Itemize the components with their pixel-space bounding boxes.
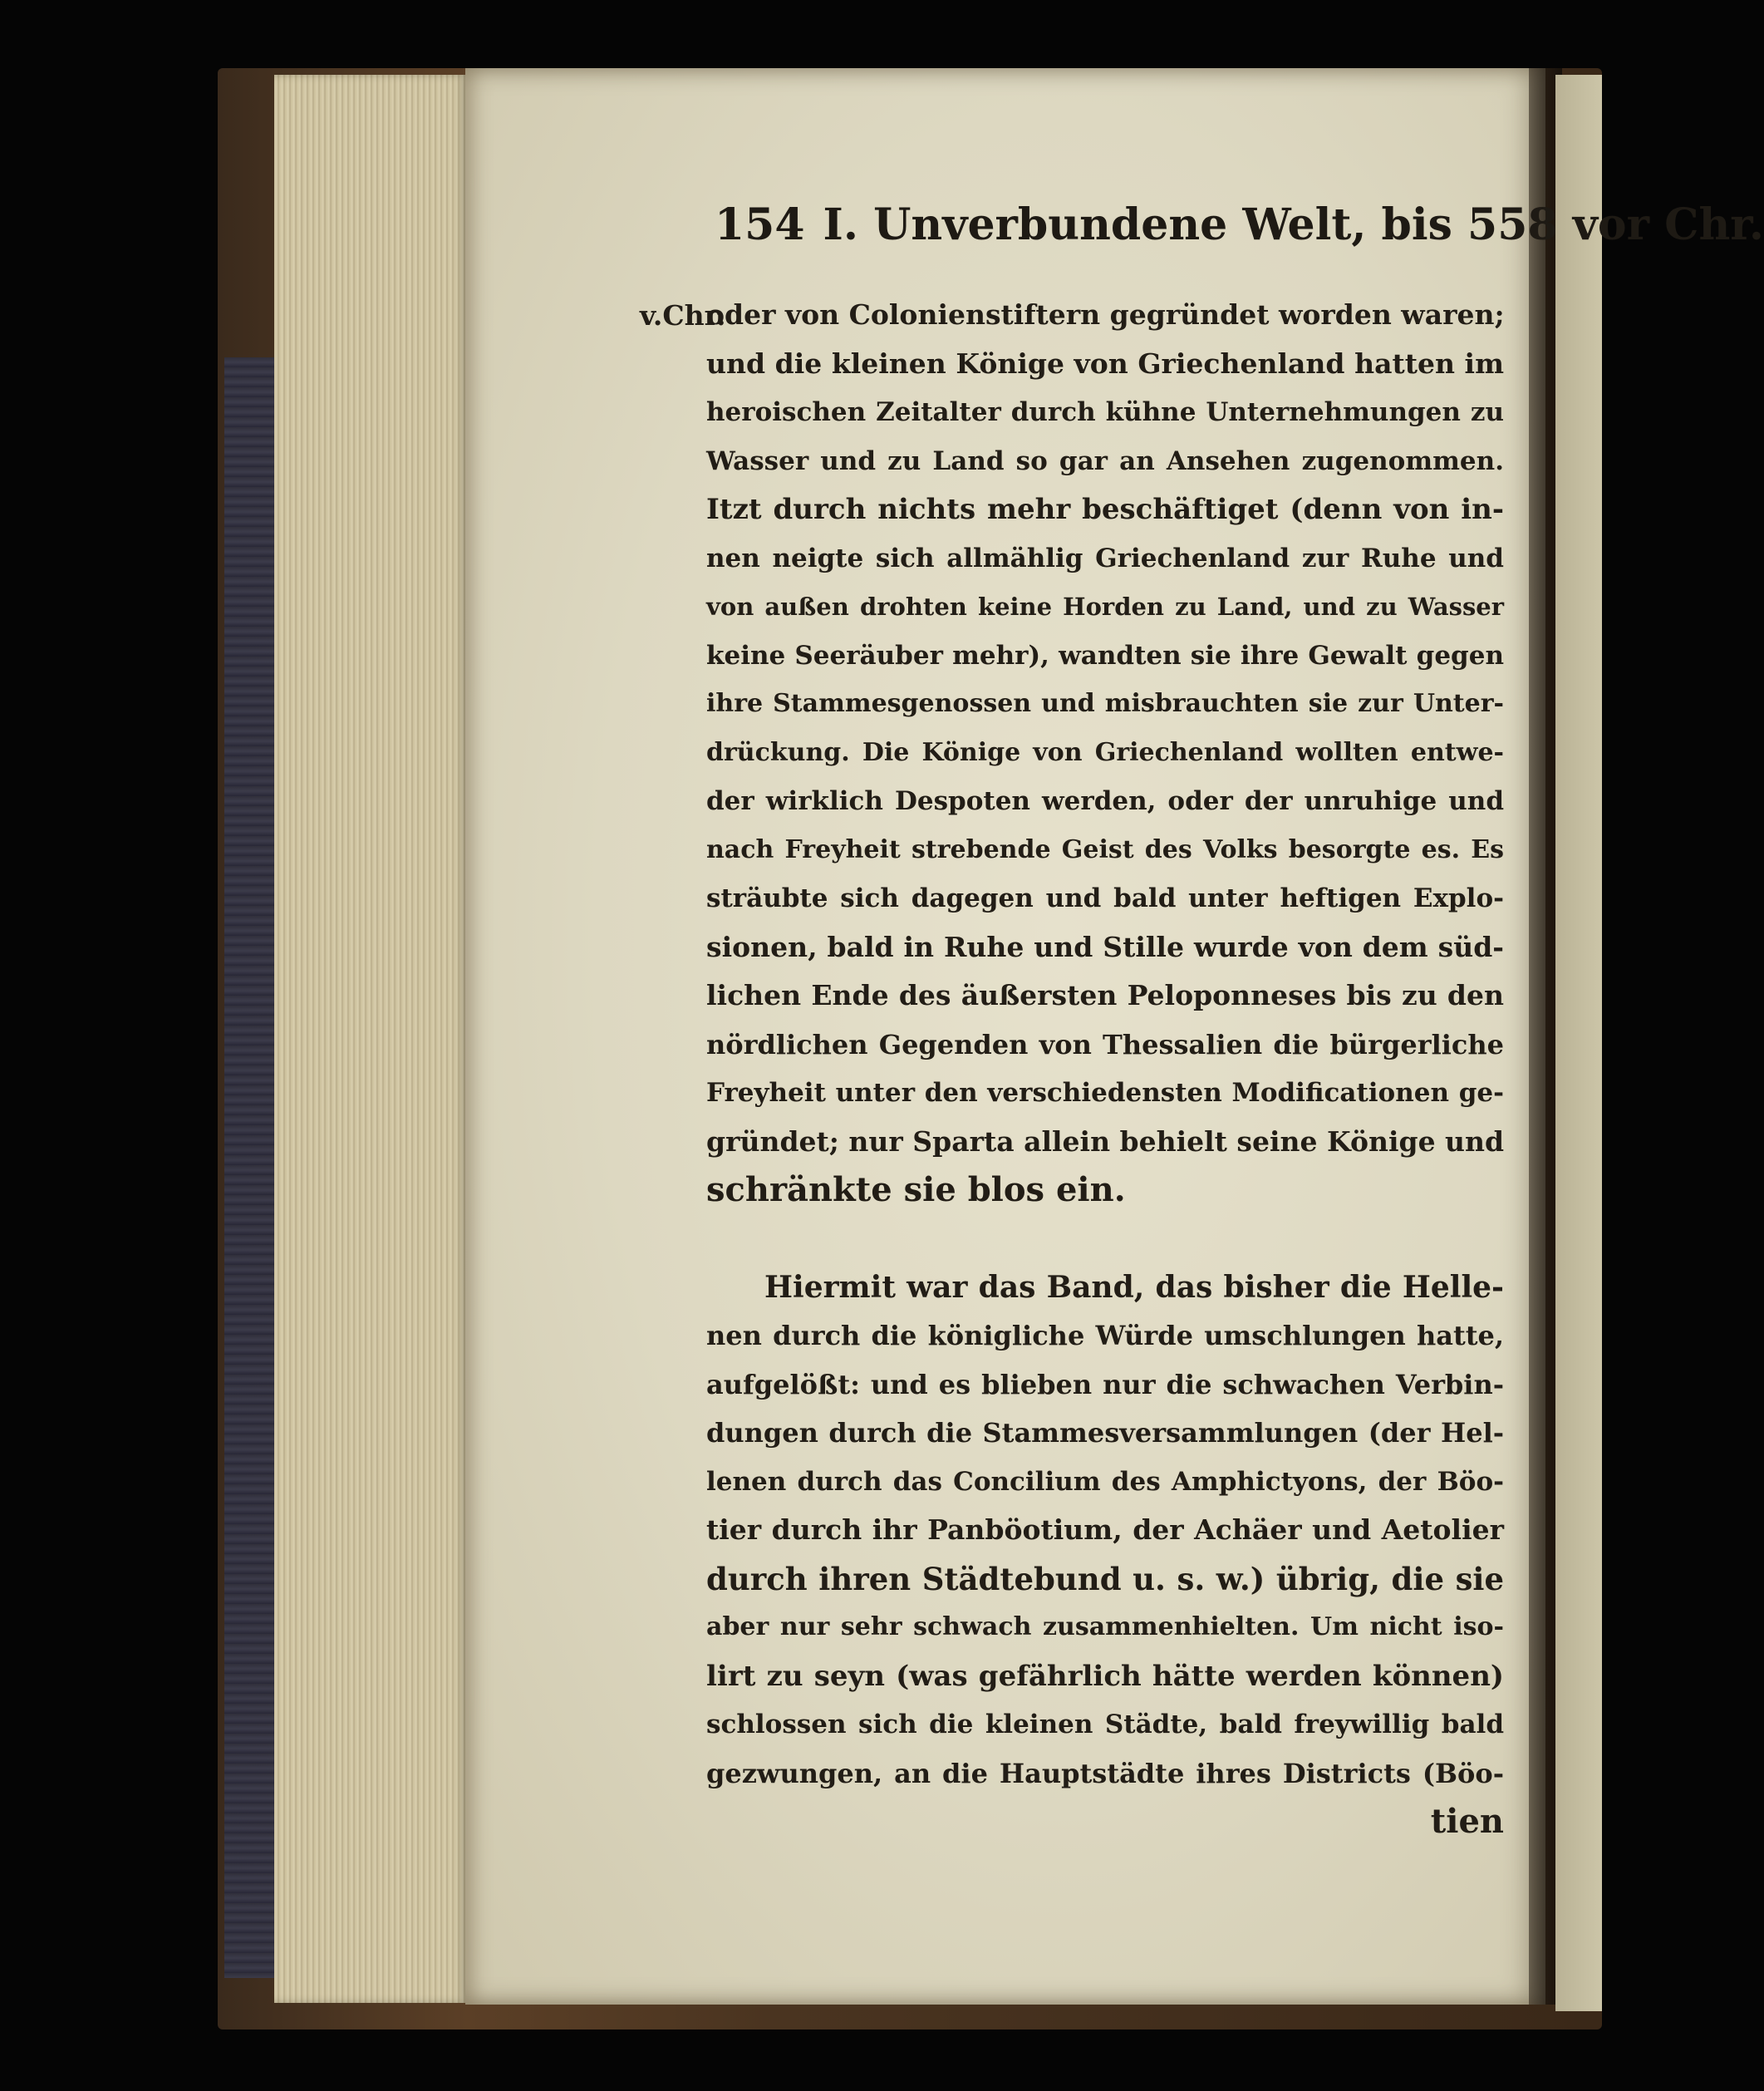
facing-page-edge: [1555, 75, 1602, 2011]
text-line: lirt zu seyn (was gefährlich hätte werden können): [706, 1659, 1504, 1693]
text-line: ihre Stammesgenossen und misbrauchten sie zur Unter-: [706, 689, 1504, 718]
text-line: oder von Colonienstiftern gegründet worden waren;: [706, 298, 1505, 331]
text-line: drückung. Die Könige von Griechenland wollten entwe-: [706, 737, 1504, 767]
paragraph-1: [706, 291, 1504, 1215]
text-line: Itzt durch nichts mehr beschäftiget (denn von in-: [706, 493, 1504, 526]
text-line: aufgelößt: und es blieben nur die schwachen Verbin-: [706, 1368, 1504, 1400]
text-line: keine Seeräuber mehr), wandten sie ihre Gewalt gegen: [706, 640, 1504, 671]
cover-marbled-edge: [224, 357, 274, 1978]
text-line: Freyheit unter den verschiedensten Modificationen ge-: [706, 1078, 1504, 1108]
text-line: Hiermit war das Band, das bisher die Helle-: [764, 1269, 1504, 1305]
text-line: dungen durch die Stammesversammlungen (der Hel-: [706, 1417, 1504, 1449]
text-line: nach Freyheit strebende Geist des Volks besorgte es. Es: [706, 834, 1504, 864]
text-line: von außen drohten keine Horden zu Land, und zu Wasser: [706, 593, 1504, 621]
text-line: heroischen Zeitalter durch kühne Unternehmungen zu: [706, 397, 1504, 427]
catchword: tien: [1430, 1802, 1504, 1841]
text-line: sträubte sich dagegen und bald unter heftigen Explo-: [706, 883, 1504, 913]
paragraph-2: [706, 1263, 1504, 1798]
text-line: und die kleinen Könige von Griechenland hatten im: [706, 347, 1504, 380]
body-text: [706, 291, 1504, 1847]
text-line: sionen, bald in Ruhe und Stille wurde von dem süd-: [706, 930, 1504, 963]
text-line: aber nur sehr schwach zusammenhielten. Um nicht iso-: [706, 1612, 1504, 1641]
text-line: schlossen sich die kleinen Städte, bald freywillig bald: [706, 1710, 1504, 1739]
text-line: schränkte sie blos ein.: [706, 1170, 1126, 1209]
text-line: der wirklich Despoten werden, oder der unruhige und: [706, 786, 1504, 816]
paragraph-gap: [706, 1215, 1504, 1263]
text-line: gezwungen, an die Hauptstädte ihres Districts (Böo-: [706, 1757, 1504, 1789]
text-line: lenen durch das Concilium des Amphictyons, der Böo-: [706, 1466, 1504, 1497]
running-title: I. Unverbundene Welt, bis 558 vor Chr.: [823, 199, 1764, 250]
text-line: gründet; nur Sparta allein behielt seine Könige und: [706, 1124, 1505, 1158]
text-line: lichen Ende des äußersten Peloponneses bis zu den: [706, 979, 1504, 1011]
text-line: nördlichen Gegenden von Thessalien die bürgerliche: [706, 1028, 1504, 1060]
text-line: nen neigte sich allmählig Griechenland zur Ruhe und: [706, 543, 1504, 573]
text-line: durch ihren Städtebund u. s. w.) übrig, die sie: [706, 1560, 1504, 1597]
running-header: [715, 199, 1764, 266]
text-line: nen durch die königliche Würde umschlungen hatte,: [706, 1320, 1504, 1351]
page-edges: [274, 75, 467, 2003]
text-line: tier durch ihr Panböotium, der Achäer und Aetolier: [706, 1513, 1504, 1546]
marginal-note: v.Chr.: [640, 299, 726, 332]
page-number: 154: [715, 199, 805, 250]
text-line: Wasser und zu Land so gar an Ansehen zugenommen.: [706, 445, 1504, 476]
